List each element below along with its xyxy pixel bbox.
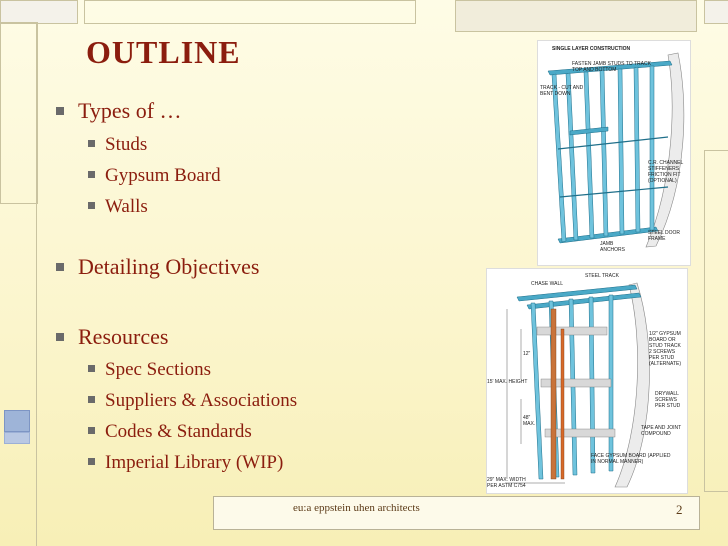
svg-text:SCREWS: SCREWS (655, 397, 677, 403)
decor-box (0, 22, 38, 204)
chase-wall-figure (486, 268, 688, 494)
bullet-square-icon (88, 396, 95, 403)
pipe-shape (551, 309, 556, 479)
sub-bullet-label: Spec Sections (105, 359, 212, 380)
svg-text:ANCHORS: ANCHORS (600, 247, 626, 253)
decor-blue-box (4, 432, 30, 444)
svg-text:FRICTION FIT: FRICTION FIT (648, 172, 681, 178)
svg-text:CHASE WALL: CHASE WALL (531, 281, 564, 287)
bullet-square-icon (56, 263, 64, 271)
svg-text:(OPTIONAL): (OPTIONAL) (648, 178, 677, 184)
decor-box (455, 0, 697, 32)
sub-bullet-label: Gypsum Board (105, 165, 221, 186)
svg-text:FRAME: FRAME (648, 236, 666, 242)
svg-text:FACE GYPSUM BOARD (APPLIED: FACE GYPSUM BOARD (APPLIED (591, 453, 671, 459)
bullet-item (56, 324, 168, 350)
sub-bullet-label: Imperial Library (WIP) (105, 452, 284, 473)
svg-text:STEEL TRACK: STEEL TRACK (585, 273, 619, 279)
sub-bullet-label: Walls (105, 196, 148, 217)
svg-text:STEEL DOOR: STEEL DOOR (648, 230, 681, 236)
svg-text:TOP AND BOTTOM: TOP AND BOTTOM (572, 67, 617, 73)
decor-box (704, 0, 728, 24)
svg-text:15' MAX. HEIGHT: 15' MAX. HEIGHT (487, 379, 528, 385)
svg-text:PER STUD: PER STUD (649, 355, 675, 361)
single-layer-construction-figure (537, 40, 691, 266)
bullet-square-icon (88, 458, 95, 465)
footer-text: eu:a eppstein uhen architects (293, 502, 420, 514)
bullet-item (56, 254, 259, 280)
page-number: 2 (676, 502, 683, 517)
svg-text:BOARD OR: BOARD OR (649, 337, 676, 343)
svg-text:DRYWALL: DRYWALL (655, 391, 679, 397)
decor-box (0, 0, 78, 24)
sub-bullet-item (88, 359, 211, 381)
bullet-square-icon (56, 107, 64, 115)
figure-heading: SINGLE LAYER CONSTRUCTION (552, 46, 631, 52)
svg-text:1/2" GYPSUM: 1/2" GYPSUM (649, 331, 681, 337)
svg-text:48": 48" (523, 415, 531, 421)
svg-text:C.R. CHANNEL: C.R. CHANNEL (648, 160, 684, 166)
svg-text:TRACK - CUT AND: TRACK - CUT AND (540, 85, 584, 91)
slide-title: OUTLINE (86, 34, 241, 70)
sub-bullet-item (88, 390, 297, 412)
bullet-item (56, 98, 182, 124)
bullet-square-icon (88, 202, 95, 209)
decor-box (704, 150, 728, 492)
svg-text:IN NORMAL MANNER): IN NORMAL MANNER) (591, 459, 644, 465)
svg-text:MAX.: MAX. (523, 421, 536, 427)
svg-text:29" MAX. WIDTH: 29" MAX. WIDTH (487, 477, 526, 483)
decor-blue-box (4, 410, 30, 432)
sub-bullet-item (88, 452, 283, 474)
svg-text:BENT DOWN: BENT DOWN (540, 91, 571, 97)
bullet-square-icon (88, 427, 95, 434)
svg-text:12": 12" (523, 351, 531, 357)
bullet-square-icon (88, 365, 95, 372)
pipe-shape (561, 329, 564, 479)
svg-text:JAMB: JAMB (600, 241, 614, 247)
bullet-square-icon (88, 171, 95, 178)
svg-text:FASTEN JAMB STUDS TO TRACK: FASTEN JAMB STUDS TO TRACK (572, 61, 651, 67)
sub-bullet-label: Suppliers & Associations (105, 390, 298, 411)
svg-text:2 SCREWS: 2 SCREWS (649, 349, 676, 355)
sub-bullet-item (88, 165, 221, 187)
bullet-square-icon (56, 333, 64, 341)
bullet-label: Detailing Objectives (78, 254, 260, 279)
sub-bullet-item (88, 421, 252, 443)
svg-text:PER ASTM C754: PER ASTM C754 (487, 483, 526, 489)
svg-text:PER STUD: PER STUD (655, 403, 681, 409)
bullet-label: Resources (78, 324, 169, 349)
bullet-label: Types of … (78, 98, 182, 123)
svg-text:TAPE AND JOINT: TAPE AND JOINT (641, 425, 682, 431)
svg-text:STIFFENERS: STIFFENERS (648, 166, 680, 172)
footer-bar (213, 496, 700, 530)
svg-text:STUD TRACK: STUD TRACK (649, 343, 681, 349)
decor-box (84, 0, 416, 24)
sub-bullet-item (88, 134, 147, 156)
decor-line (36, 22, 37, 546)
sub-bullet-label: Studs (105, 134, 148, 155)
svg-text:(ALTERNATE): (ALTERNATE) (649, 361, 682, 367)
sub-bullet-item (88, 196, 148, 218)
sub-bullet-label: Codes & Standards (105, 421, 252, 442)
svg-text:COMPOUND: COMPOUND (641, 431, 671, 437)
bullet-square-icon (88, 140, 95, 147)
